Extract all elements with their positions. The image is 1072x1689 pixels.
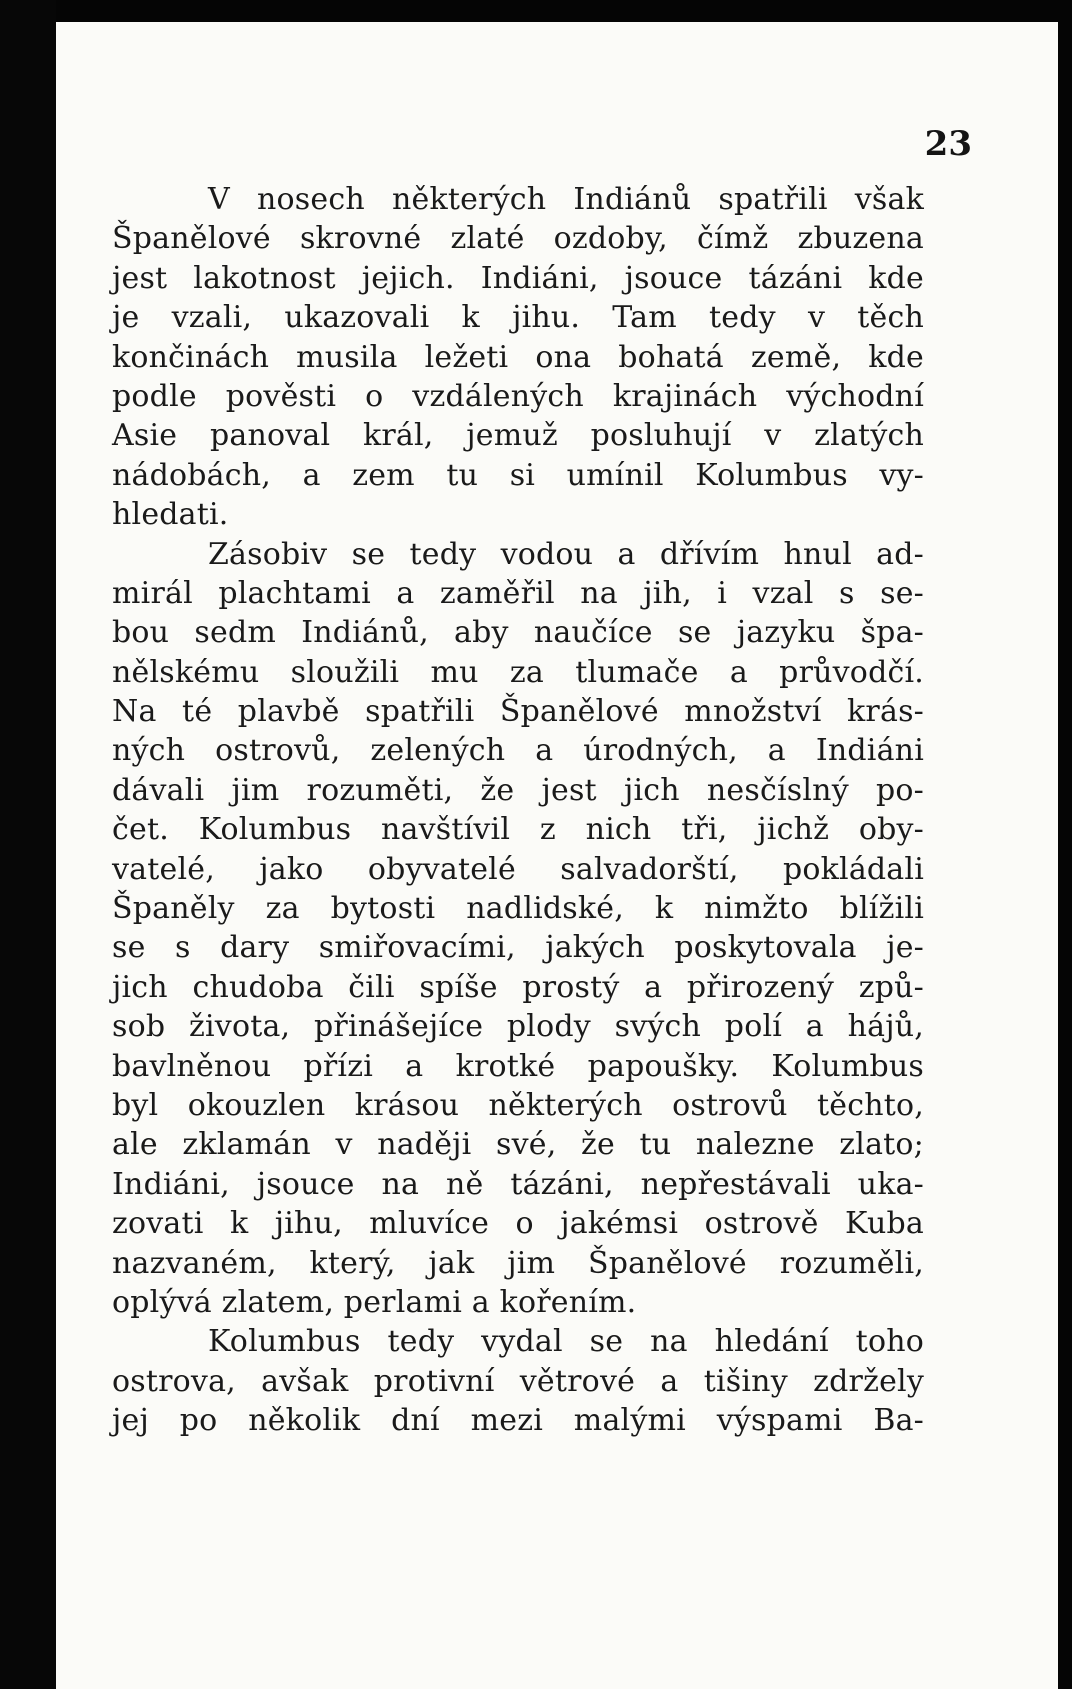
text-line: Zásobiv se tedy vodou a dřívím hnul ad-	[208, 536, 924, 572]
paragraph-3	[112, 1322, 924, 1440]
text-line: ných ostrovů, zelených a úrodných, a Indiáni	[112, 733, 924, 769]
text-line: mirál plachtami a zaměřil na jih, i vzal s se-	[112, 575, 924, 611]
text-line: jich chudoba čili spíše prostý a přirozený způ-	[112, 969, 924, 1005]
text-line: sob života, přinášejíce plody svých polí a hájů,	[112, 1009, 924, 1045]
text-line: se s dary smiřovacími, jakých poskytovala je-	[112, 930, 924, 966]
text-line: byl okouzlen krásou některých ostrovů těchto,	[112, 1087, 924, 1123]
text-line: vatelé, jako obyvatelé salvadorští, pokládali	[112, 851, 924, 887]
text-line: nádobách, a zem tu si umínil Kolumbus vy-	[112, 457, 924, 493]
text-line: nazvaném, který, jak jim Španělové rozuměli,	[112, 1245, 924, 1281]
text-line: hledati.	[112, 497, 229, 533]
text-line: ale zklamán v naději své, že tu nalezne zlato;	[112, 1127, 924, 1163]
text-line: Španěly za bytosti nadlidské, k nimžto blížili	[112, 891, 924, 927]
text-line: ostrova, avšak protivní větrové a tišiny zdržely	[112, 1363, 924, 1399]
page-number: 23	[924, 124, 972, 164]
paragraph-1	[112, 180, 924, 535]
text-line: Na té plavbě spatřili Španělové množství krás-	[112, 694, 924, 730]
text-line: je vzali, ukazovali k jihu. Tam tedy v těch	[112, 300, 924, 336]
text-line: čet. Kolumbus navštívil z nich tři, jichž oby-	[112, 812, 924, 848]
text-line: Asie panoval král, jemuž posluhují v zlatých	[112, 418, 924, 454]
text-line: Kolumbus tedy vydal se na hledání toho	[208, 1324, 924, 1360]
scan-top-edge	[0, 0, 1072, 22]
text-line: jej po několik dní mezi malými výspami Ba-	[112, 1403, 924, 1439]
text-line: Indiáni, jsouce na ně tázáni, nepřestávali uka-	[112, 1166, 924, 1202]
page-body-text	[112, 180, 924, 1441]
text-line: bou sedm Indiánů, aby naučíce se jazyku špa-	[112, 615, 924, 651]
text-line: nělskému sloužili mu za tlumače a průvodčí.	[112, 654, 924, 690]
text-line: zovati k jihu, mluvíce o jakémsi ostrově Kuba	[112, 1206, 924, 1242]
text-line: Španělové skrovné zlaté ozdoby, čímž zbuzena	[112, 221, 924, 257]
text-line: V nosech některých Indiánů spatřili však	[208, 182, 924, 217]
text-line: dávali jim rozuměti, že jest jich nesčíslný po-	[112, 772, 924, 808]
paragraph-2	[112, 535, 924, 1323]
text-line: oplývá zlatem, perlami a kořením.	[112, 1284, 637, 1320]
text-line: končinách musila ležeti ona bohatá země, kde	[112, 339, 924, 375]
text-line: bavlněnou přízi a krotké papoušky. Kolumbus	[112, 1048, 924, 1084]
text-line: jest lakotnost jejich. Indiáni, jsouce tázáni kde	[112, 260, 924, 296]
text-line: podle pověsti o vzdálených krajinách východní	[112, 378, 924, 414]
scan-left-edge	[0, 0, 56, 1689]
scan-right-edge	[1058, 0, 1072, 1689]
